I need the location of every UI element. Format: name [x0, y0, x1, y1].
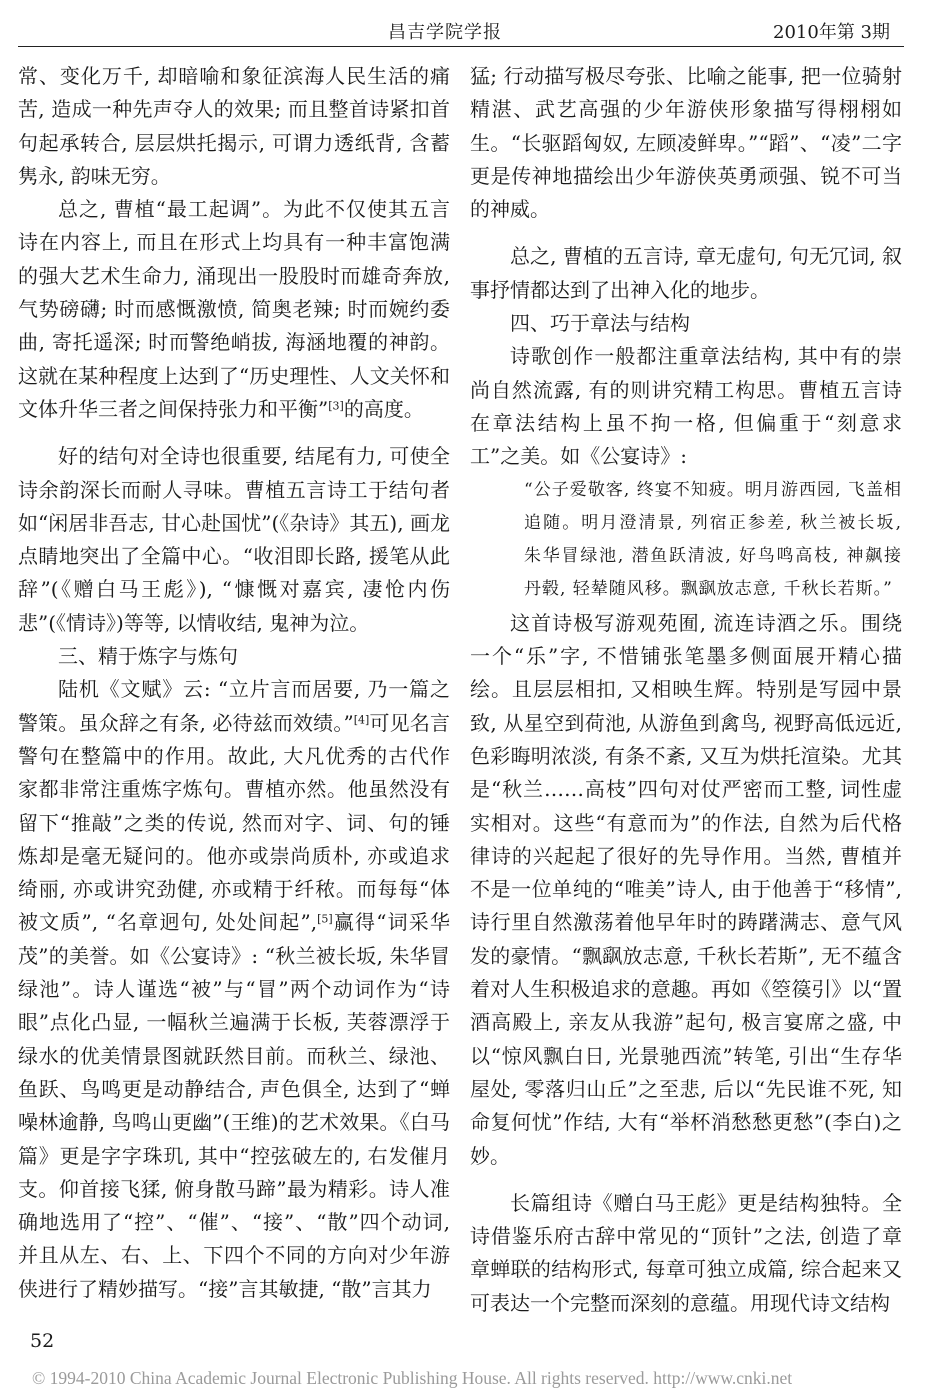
- poem-quote: “公子爱敬客, 终宴不知疲。明月游西园, 飞盖相追随。明月澄清景, 列宿正参差, 秋兰被长坂, 朱华冒绿池, 潜鱼跃清波, 好鸟鸣高枝, 神飙接丹毂, 轻辇随风移。飘飖放志意, 千秋长若斯。”: [524, 479, 902, 600]
- paragraph-text: 赢得“词采华茂”的美誉。如《公宴诗》: “秋兰被长坂, 朱华冒绿池”。诗人谨选“被”与“冒”两个动词作为“诗眼”点化凸显, 一幅秋兰遍满于长板, 芙蓉漂浮于绿水的优美情景图就跃然目前。而秋兰、绿池、鱼跃、鸟鸣更是动静结合, 声色俱全, 达到了“蝉噪林逾静, 鸟鸣山更幽”(王维)的艺术效果。《白马篇》更是字字珠玑, 其中“控弦破左的, 右发催月支。仰首接飞猱, 俯身散马蹄”最为精彩。诗人准确地选用了“控”、“催”、“接”、“散”四个动词, 并且从左、右、上、下四个不同的方向对少年游侠进行了精妙描写。“接”言其敏捷, “散”言其力: [18, 910, 450, 1301]
- paragraph: 这首诗极写游观苑囿, 流连诗酒之乐。围绕一个“乐”字, 不惜铺张笔墨多侧面展开精心描绘。且层层相扣, 又相映生辉。特别是写园中景致, 从星空到荷池, 从游鱼到禽鸟, 视野高低远近, 色彩晦明浓淡, 有条不紊, 又互为烘托渲染。尤其是“秋兰……高枝”四句对仗严密而工整, 词性虚实相对。这些“有意而为”的作法, 自然为后代格律诗的兴起起了很好的先导作用。当然, 曹植并不是一位单纯的“唯美”诗人, 由于他善于“移情”, 诗行里自然激荡着他早年时的踌躇满志、意气风发的豪情。“飘飖放志意, 千秋长若斯”, 无不蕴含着对人生积极追求的意趣。再如《箜篌引》以“置酒高殿上, 亲友从我游”起句, 极言宴席之盛, 中以“惊风飘白日, 光景驰西流”转笔, 引出“生存华屋处, 零落归山丘”之至悲, 后以“先民谁不死, 知命复何忧”作结, 大有“举杯消愁愁更愁”(李白)之妙。: [470, 610, 902, 1168]
- page-number: 52: [30, 1330, 55, 1352]
- header-rule: [18, 46, 904, 47]
- paragraph: [18, 193, 450, 426]
- citation: [3]: [328, 399, 344, 413]
- paragraph-text: 可见名言警句在整篇中的作用。故此, 大凡优秀的古代作家都非常注重炼字炼句。曹植亦然。他虽然没有留下“推敲”之类的传说, 然而对字、词、句的锤炼却是毫无疑问的。他亦或崇尚质朴, 亦或追求绮丽, 亦或讲究劲健, 亦或精于纤秾。而每每“体被文质”, “名章迥句, 处处间起”,: [18, 710, 451, 935]
- paragraph-text: 总之, 曹植“最工起调”。为此不仅使其五言诗在内容上, 而且在形式上均具有一种丰富饱满的强大艺术生命力, 涌现出一股股时而雄奇奔放, 气势磅礴; 时而感慨激愤, 简奥老辣; 时而婉约委曲, 寄托遥深; 时而警绝峭拔, 海涵地覆的神韵。这就在某种程度上达到了“历史理性、人文关怀和文体升华三者之间保持张力和平衡”: [18, 197, 450, 421]
- paragraph: 总之, 曹植的五言诗, 章无虚句, 句无冗词, 叙事抒情都达到了出神入化的地步。: [470, 244, 902, 302]
- section-heading: 四、巧于章法与结构: [510, 311, 690, 336]
- right-column: [470, 60, 902, 1320]
- paragraph: [18, 673, 450, 1306]
- paragraph-text: 的高度。: [343, 396, 424, 421]
- paragraph-text: 陆机《文赋》云: “立片言而居要, 乃一篇之警策。虽众辞之有条, 必待兹而效绩。”: [18, 677, 450, 735]
- issue-label: 2010年第 3期: [773, 22, 890, 43]
- paragraph: 常、变化万千, 却暗喻和象征滨海人民生活的痛苦, 造成一种先声夺人的效果; 而且整首诗紧扣首句起承转合, 层层烘托揭示, 可谓力透纸背, 含蓄隽永, 韵味无穷。: [18, 64, 450, 188]
- citation: [4]: [353, 713, 370, 727]
- copyright-footer: © 1994-2010 China Academic Journal Electronic Publishing House. All rights reserved. http://www.cnki.net: [32, 1368, 793, 1388]
- paragraph: 猛; 行动描写极尽夸张、比喻之能事, 把一位骑射精湛、武艺高强的少年游侠形象描写得栩栩如生。“长驱蹈匈奴, 左顾凌鲜卑。”“蹈”、“凌”二字更是传神地描绘出少年游侠英勇顽强、锐不可当的神威。: [470, 64, 902, 222]
- paragraph: 长篇组诗《赠白马王彪》更是结构独特。全诗借鉴乐府古辞中常见的“顶针”之法, 创造了章章蝉联的结构形式, 每章可独立成篇, 综合起来又可表达一个完整而深刻的意蕴。用现代诗文结构: [470, 1190, 902, 1315]
- journal-title: 昌吉学院学报: [388, 22, 502, 43]
- section-heading: 三、精于炼字与炼句: [58, 644, 238, 669]
- left-column: [18, 60, 450, 1306]
- running-header: [18, 0, 902, 46]
- citation: [5]: [317, 912, 333, 926]
- paragraph: 好的结句对全诗也很重要, 结尾有力, 可使全诗余韵深长而耐人寻味。曹植五言诗工于结句者如“闲居非吾志, 甘心赴国忧”(《杂诗》其五), 画龙点睛地突出了全篇中心。“收泪即长路, 援笔从此辞”(《赠白马王彪》), “慷慨对嘉宾, 凄怆内伤悲”(《情诗》)等等, 以情收结, 鬼神为泣。: [18, 444, 450, 635]
- paragraph: 诗歌创作一般都注重章法结构, 其中有的崇尚自然流露, 有的则讲究精工构思。曹植五言诗在章法结构上虽不拘一格, 但偏重于“刻意求工”之美。如《公宴诗》:: [470, 344, 902, 469]
